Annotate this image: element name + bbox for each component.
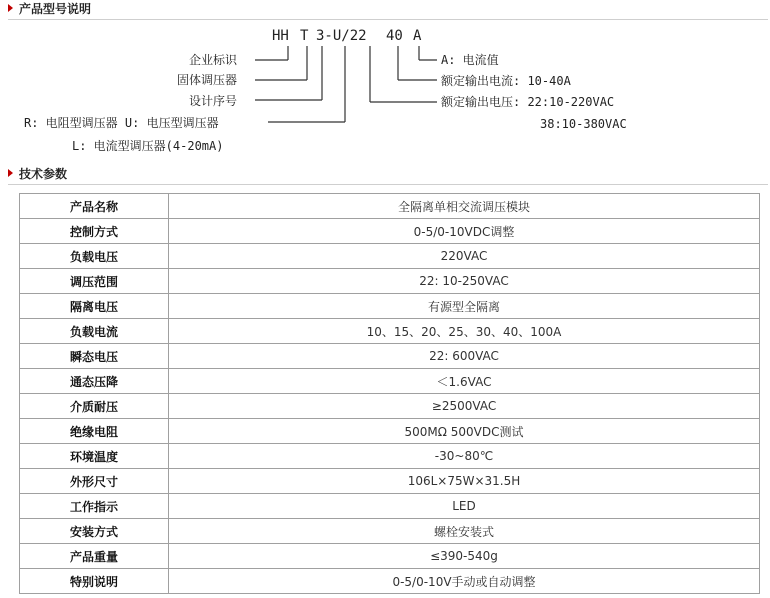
spec-key: 产品重量 (20, 544, 169, 569)
spec-key: 隔离电压 (20, 294, 169, 319)
label-company: 企业标识 (189, 53, 238, 67)
spec-value: 有源型全隔离 (169, 294, 760, 319)
section-title-model: 产品型号说明 (19, 2, 92, 16)
label-rated-voltage: 额定输出电压: 22:10-220VAC (441, 95, 615, 109)
spec-key: 负载电压 (20, 244, 169, 269)
table-row (20, 544, 760, 569)
code-part-series: 3-U/22 (316, 28, 367, 44)
table-row (20, 194, 760, 219)
arrow-right-icon (8, 4, 13, 12)
arrow-right-icon (8, 169, 13, 177)
spec-key: 绝缘电阻 (20, 419, 169, 444)
spec-value: 10、15、20、25、30、40、100A (169, 319, 760, 344)
spec-value: ≤390-540g (169, 544, 760, 569)
spec-table (19, 193, 760, 594)
section-title-tech: 技术参数 (19, 167, 68, 181)
spec-key: 瞬态电压 (20, 344, 169, 369)
table-row (20, 319, 760, 344)
table-row (20, 569, 760, 594)
table-row (20, 444, 760, 469)
code-part-t: T (300, 28, 309, 44)
code-part-current: 40 (386, 28, 403, 44)
spec-value: 0-5/0-10VDC调整 (169, 219, 760, 244)
label-current-value: A: 电流值 (441, 53, 499, 67)
spec-key: 调压范围 (20, 269, 169, 294)
table-row (20, 494, 760, 519)
table-row (20, 269, 760, 294)
spec-table-body (20, 194, 760, 594)
table-row (20, 469, 760, 494)
spec-key: 控制方式 (20, 219, 169, 244)
spec-key: 介质耐压 (20, 394, 169, 419)
table-row (20, 294, 760, 319)
spec-value: 全隔离单相交流调压模块 (169, 194, 760, 219)
spec-key: 环境温度 (20, 444, 169, 469)
spec-key: 安装方式 (20, 519, 169, 544)
table-row (20, 219, 760, 244)
code-part-hh: HH (272, 28, 289, 44)
label-serial: 设计序号 (189, 94, 238, 108)
label-rated-voltage-38: 38:10-380VAC (540, 117, 627, 131)
table-row (20, 369, 760, 394)
label-type-line2: L: 电流型调压器(4-20mA) (72, 139, 224, 153)
spec-key: 通态压降 (20, 369, 169, 394)
section-header-tech (8, 165, 768, 185)
spec-value: 22: 600VAC (169, 344, 760, 369)
spec-value: 22: 10-250VAC (169, 269, 760, 294)
label-solid: 固体调压器 (177, 73, 238, 87)
table-row (20, 344, 760, 369)
spec-key: 负载电流 (20, 319, 169, 344)
table-row (20, 519, 760, 544)
spec-value: 500MΩ 500VDC测试 (169, 419, 760, 444)
spec-value: 220VAC (169, 244, 760, 269)
section-header-model (8, 0, 768, 20)
spec-key: 工作指示 (20, 494, 169, 519)
spec-key: 产品名称 (20, 194, 169, 219)
table-row (20, 244, 760, 269)
spec-key: 外形尺寸 (20, 469, 169, 494)
spec-value: -30~80℃ (169, 444, 760, 469)
spec-value: ＜1.6VAC (169, 369, 760, 394)
spec-key: 特别说明 (20, 569, 169, 594)
model-code-diagram (0, 22, 770, 162)
spec-value: LED (169, 494, 760, 519)
table-row (20, 394, 760, 419)
label-rated-current: 额定输出电流: 10-40A (441, 74, 571, 88)
code-part-a: A (413, 28, 422, 44)
spec-value: 0-5/0-10V手动或自动调整 (169, 569, 760, 594)
label-type-line1: R: 电阻型调压器 U: 电压型调压器 (24, 116, 219, 130)
table-row (20, 419, 760, 444)
spec-value: ≥2500VAC (169, 394, 760, 419)
spec-value: 106L×75W×31.5H (169, 469, 760, 494)
spec-value: 螺栓安装式 (169, 519, 760, 544)
